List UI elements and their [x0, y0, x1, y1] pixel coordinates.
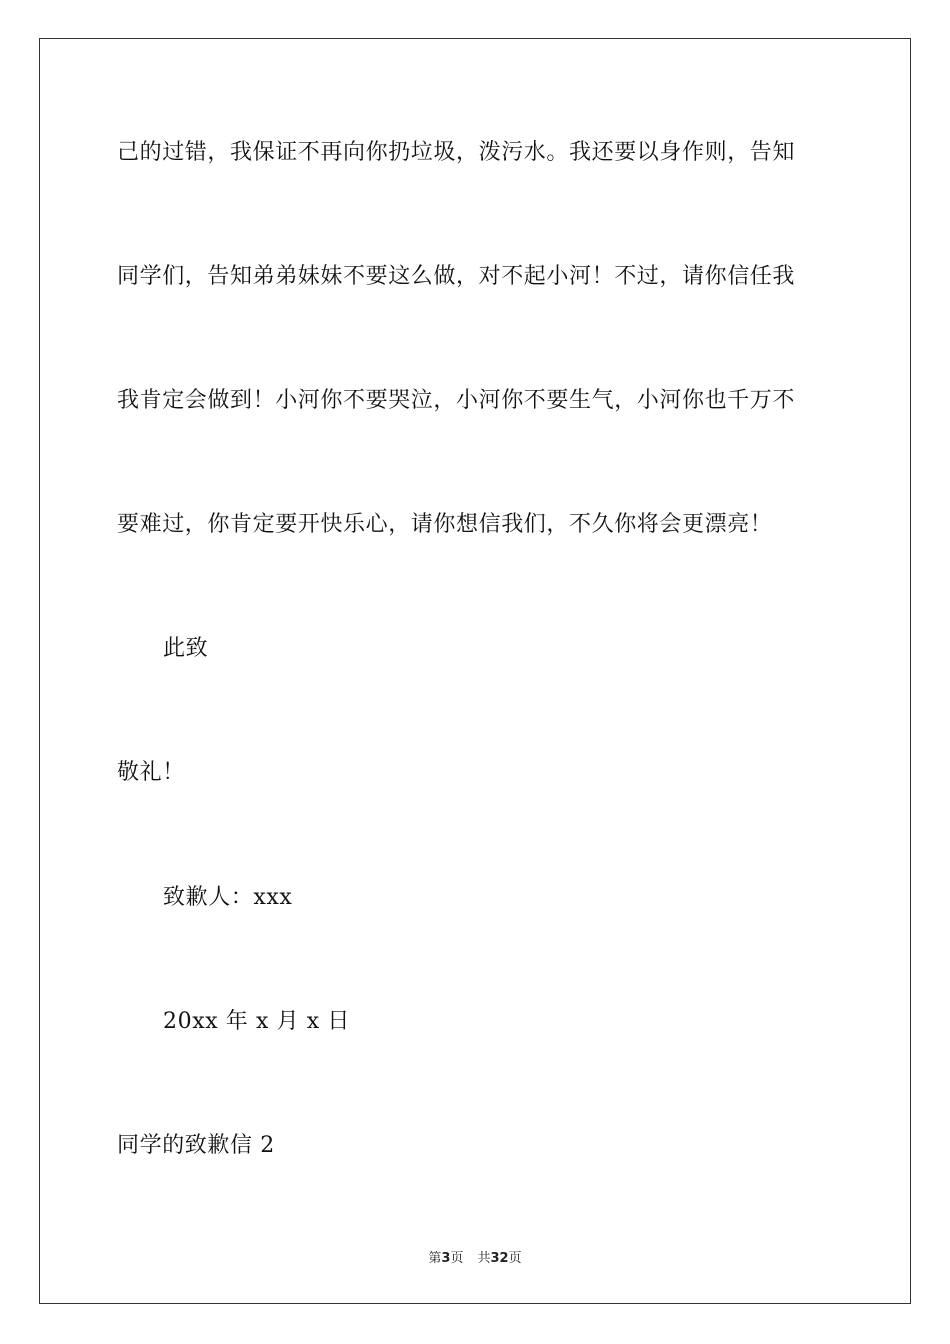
letter-date: 20xx 年 x 月 x 日	[163, 1009, 350, 1034]
salutation-open: 此致	[163, 636, 209, 661]
footer-page-suffix: 页	[450, 1251, 464, 1266]
body-line-3: 我肯定会做到！小河你不要哭泣，小河你不要生气，小河你也千万不	[117, 388, 796, 413]
body-line-2: 同学们，告知弟弟妹妹不要这么做，对不起小河！不过，请你信任我	[117, 264, 796, 289]
salutation-close: 敬礼！	[117, 760, 185, 785]
page-footer	[0, 1247, 950, 1266]
footer-page-prefix: 第	[428, 1251, 442, 1266]
page-frame	[39, 38, 911, 1304]
body-line-4: 要难过，你肯定要开快乐心，请你想信我们，不久你将会更漂亮！	[117, 512, 773, 537]
footer-total-suffix: 页	[508, 1251, 522, 1266]
footer-page-number: 3	[441, 1251, 451, 1266]
footer-total-pages: 32	[490, 1251, 509, 1266]
footer-total-prefix: 共	[477, 1251, 491, 1266]
body-line-1: 己的过错，我保证不再向你扔垃圾，泼污水。我还要以身作则，告知	[117, 140, 796, 165]
signature: 致歉人：xxx	[163, 885, 293, 910]
next-section-heading: 同学的致歉信 2	[117, 1133, 275, 1158]
